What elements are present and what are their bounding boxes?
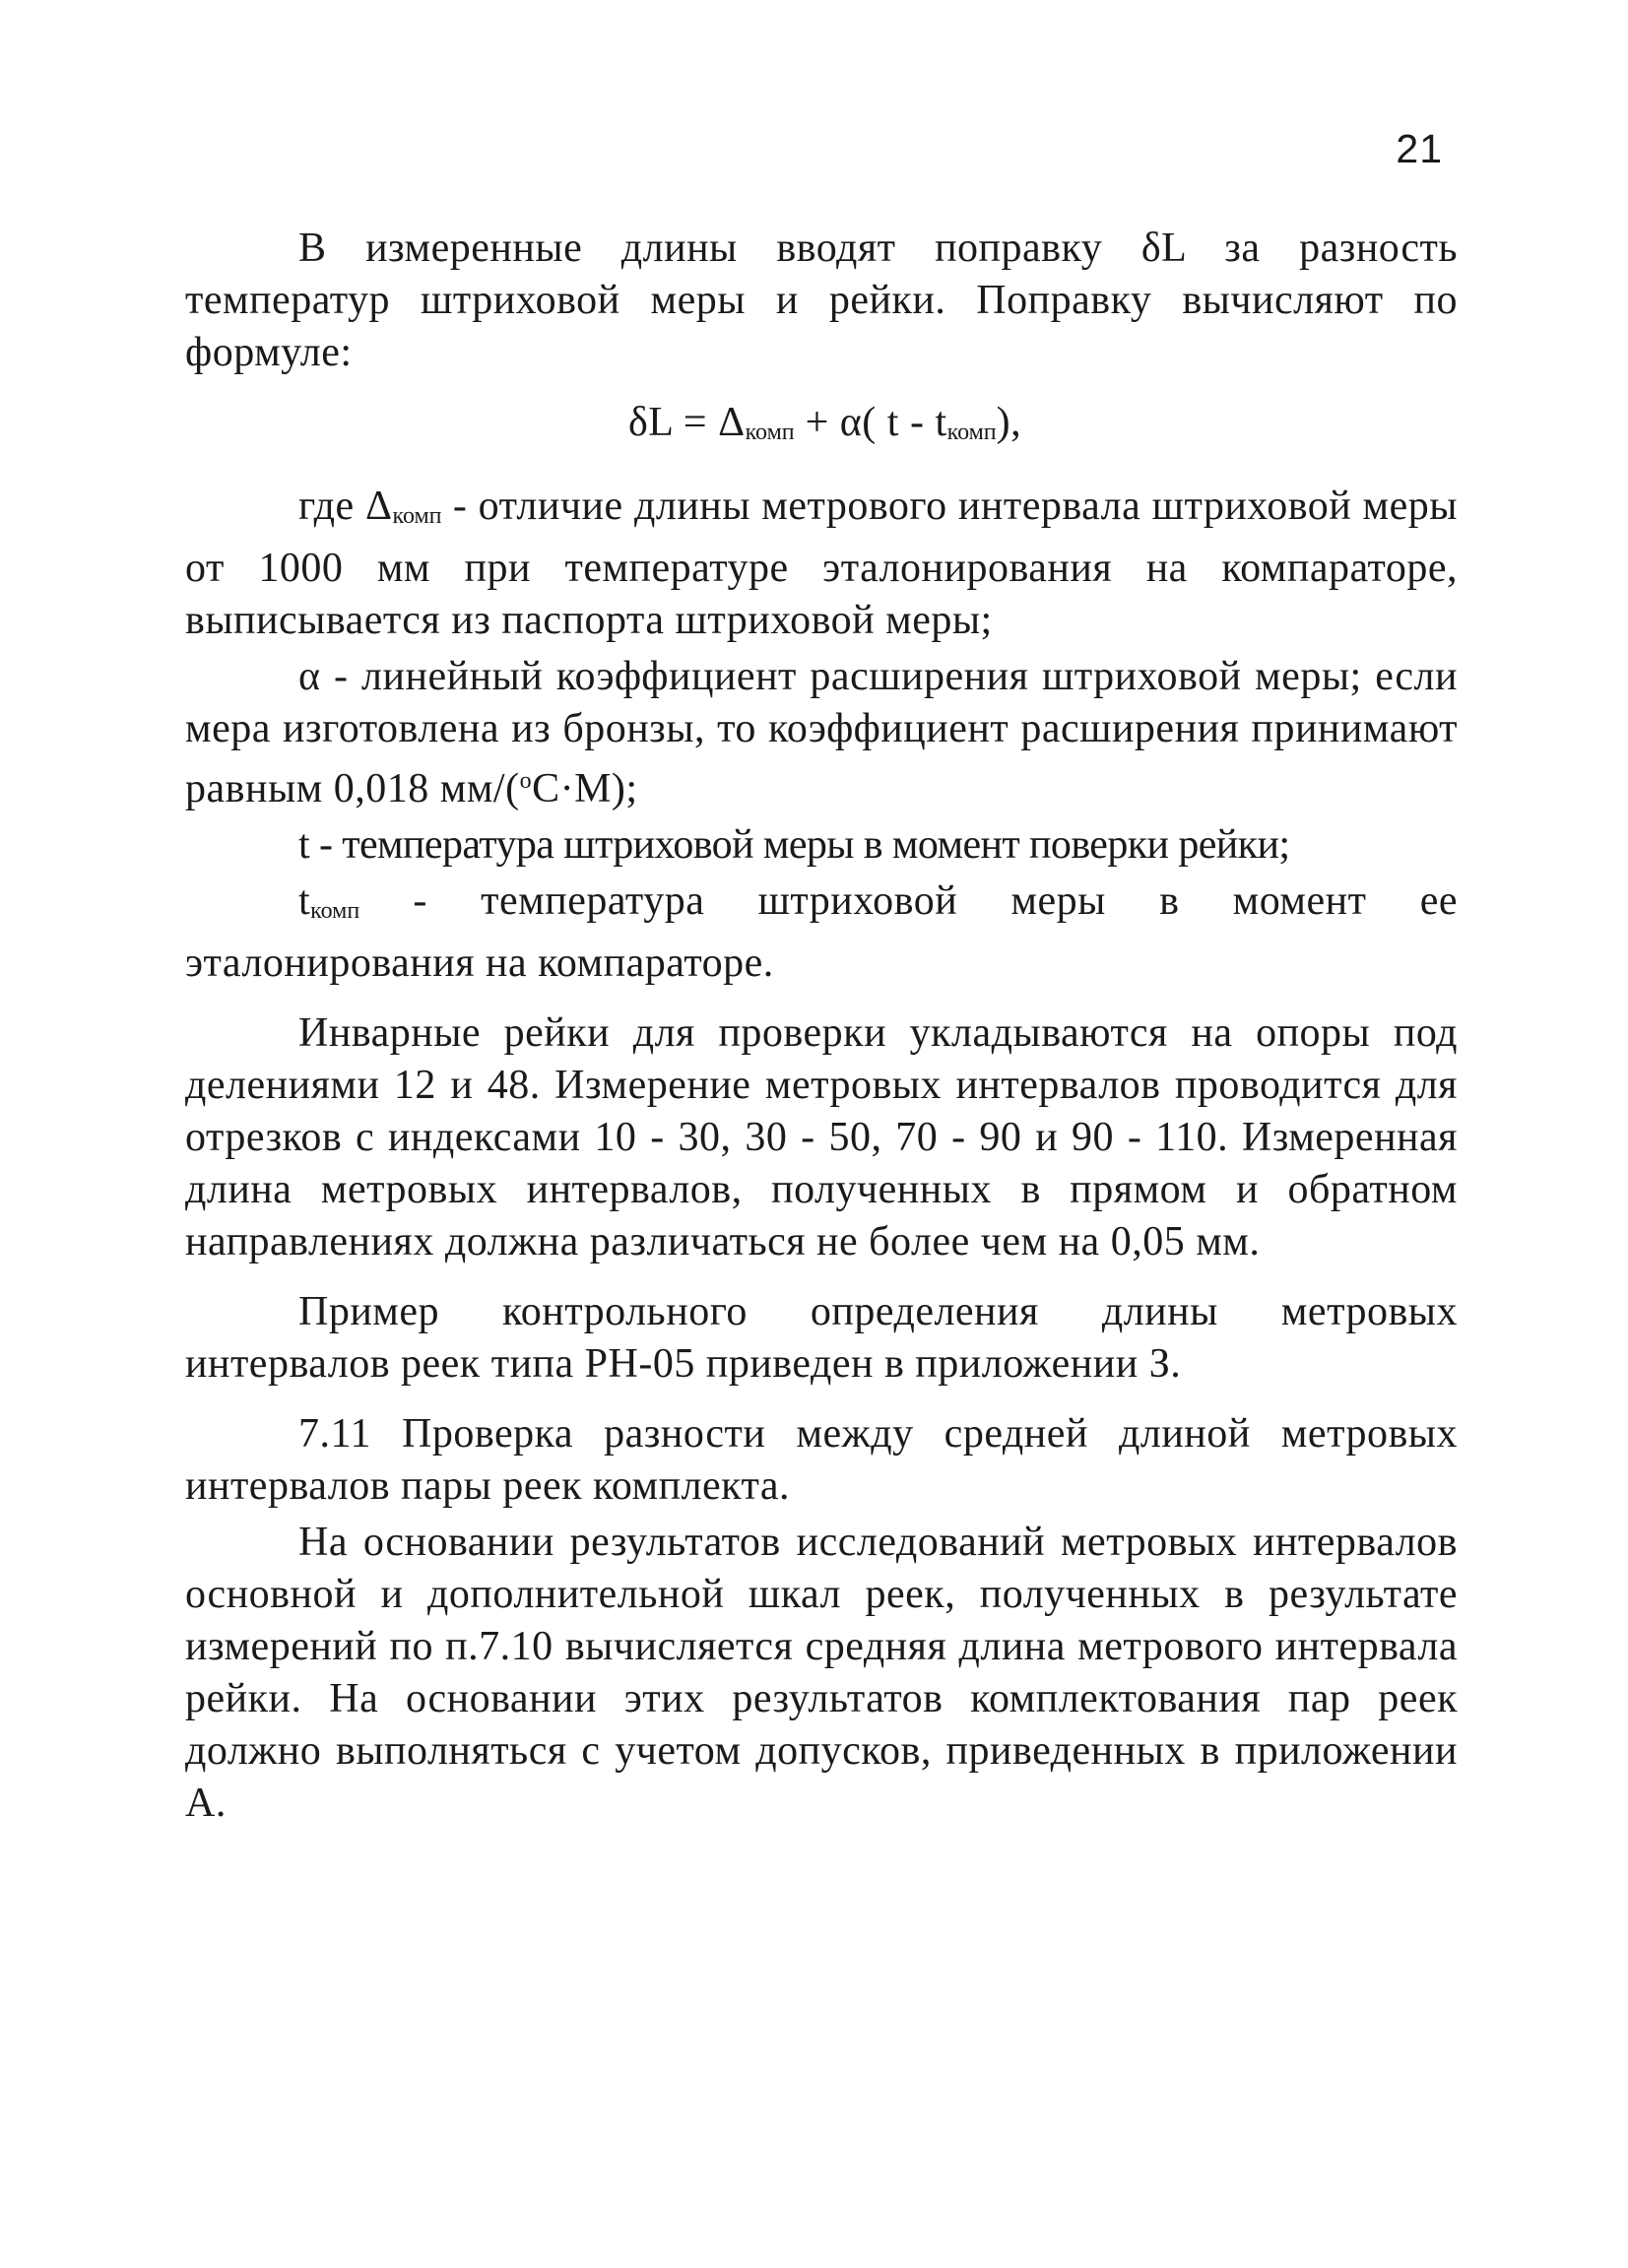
document-body [185,223,1458,1830]
paragraph-correction-intro: В измеренные длины вводят поправку δL за разность температур штриховой меры и рейки. Поправку вычисляют по формуле: [185,226,1458,375]
paragraph-basis: На основании результатов исследований метровых интервалов основной и дополнительной шкал реек, полученных в результате измерений по п.7.10 вычисляется средняя длина метрового интервала рейки. На основании этих результатов комплектования пар реек должно выполняться с учетом допусков, приведенных в приложении А. [185,1520,1458,1826]
paragraph-invar: Инварные рейки для проверки укладываются на опоры под делениями 12 и 48. Измерение метровых интервалов проводится для отрезков с индексами 10 - 30, 30 - 50, 70 - 90 и 90 - 110. Измеренная длина метровых интервалов, полученных в прямом и обратном направлениях должна различаться не более чем на 0,05 мм. [185,1010,1458,1264]
correction-formula: δL = Δкомп + α( t - tкомп), [628,400,1022,445]
paragraph-tkomp: tкомп - температура штриховой меры в момент ее эталонирования на компараторе. [185,878,1458,986]
paragraph-section-7-11: 7.11 Проверка разности между средней длиной метровых интервалов пары реек комплекта. [185,1411,1458,1509]
page-number: 21 [1396,126,1443,171]
paragraph-example: Пример контрольного определения длины метровых интервалов реек типа РН-05 приведен в приложении З. [185,1289,1458,1387]
paragraph-where-delta: где Δкомп - отличие длины метрового интервала штриховой меры от 1000 мм при температуре эталонирования на компараторе, выписывается из паспорта штриховой меры; [185,484,1458,643]
paragraph-alpha: α - линейный коэффициент расширения штриховой меры; если мера изготовлена из бронзы, то коэффициент расширения принимают равным 0,018 мм/($^о$С·М); [185,654,1458,811]
paragraph-t: t - температура штриховой меры в момент поверки рейки; [298,822,1290,868]
